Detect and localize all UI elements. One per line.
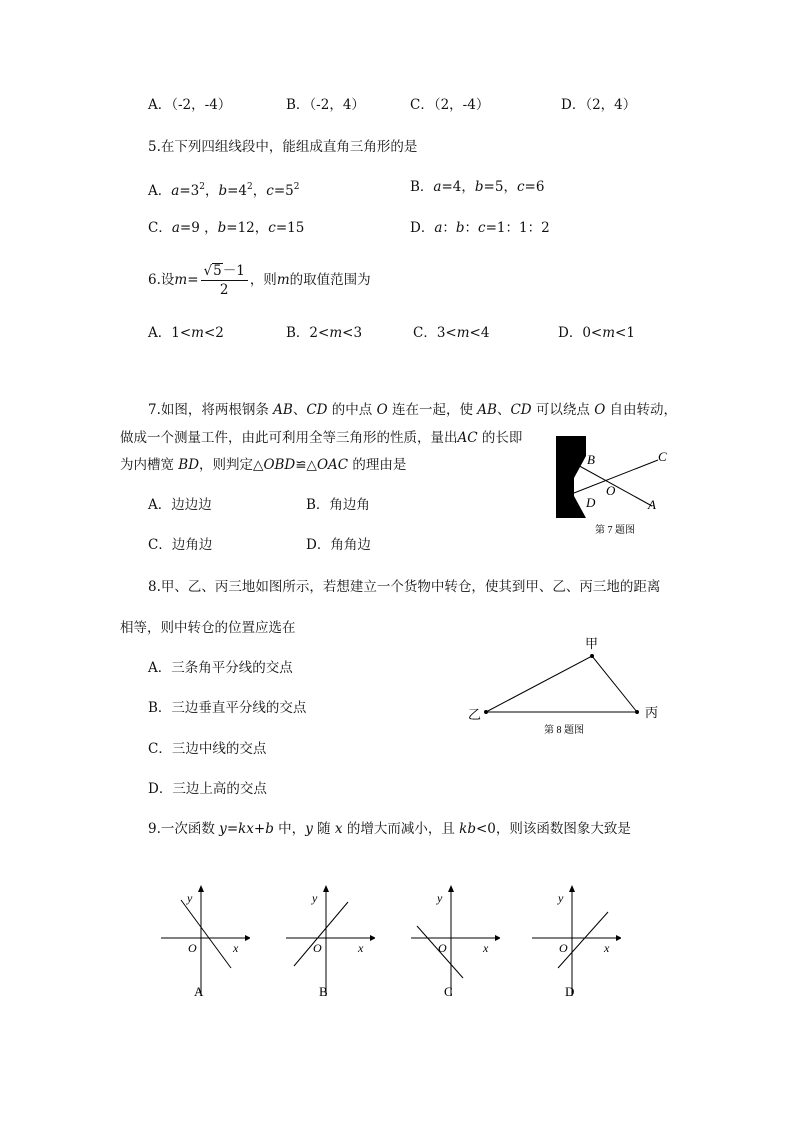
q8-stem-line1: 8.甲、乙、丙三地如图所示，若想建立一个货物中转仓，使其到甲、乙、丙三地的距离: [148, 579, 661, 595]
label-c: C: [658, 449, 667, 464]
x-label: x: [233, 941, 239, 955]
q5-option-d[interactable]: D．a：b：c=1：1：2: [410, 220, 550, 236]
x-label: x: [483, 941, 489, 955]
q9-stem: 9.一次函数 y=kx+b 中，y 随 x 的增大而减小，且 kb<0，则该函数图象大致是: [148, 821, 631, 837]
label-bing: 丙: [645, 705, 659, 720]
y-label: y: [437, 891, 443, 905]
q7-option-c[interactable]: C．边角边: [148, 537, 213, 553]
y-arrow-icon: [323, 885, 329, 892]
graph-label: D: [565, 984, 575, 999]
graph-c[interactable]: [405, 880, 500, 1005]
label-yi: 乙: [468, 707, 482, 722]
q5-stem: 5.在下列四组线段中，能组成直角三角形的是: [148, 139, 418, 155]
label-a: A: [648, 497, 656, 512]
q5-option-a[interactable]: A．$a=3^2$，$b=4^2$，$c=5^2$: [148, 182, 300, 199]
x-arrow-icon: [616, 935, 621, 941]
label-b: B: [587, 452, 595, 467]
point-yi: [484, 710, 488, 714]
q7-stem-line1: 7.如图，将两根钢条 AB、CD 的中点 O 连在一起，使 AB、CD 可以绕点 O 自由转动，: [148, 402, 678, 418]
q4-option-d[interactable]: D．（2，4）: [561, 97, 637, 113]
y-arrow-icon: [569, 885, 575, 892]
q6-fraction: $\frac{√5-1}{2}$: [201, 262, 248, 299]
x-arrow-icon: [370, 935, 375, 941]
graph-label: A: [194, 984, 204, 999]
function-line: [181, 900, 231, 968]
q6-option-b[interactable]: B．2<m<3: [286, 325, 363, 341]
graph-label: C: [444, 984, 453, 999]
q6-stem: 6.设m= $\frac{√5-1}{2}$ ，则m的取值范围为: [148, 263, 371, 298]
origin-label: O: [438, 941, 447, 955]
q8-option-d[interactable]: D．三边上高的交点: [148, 781, 267, 797]
q7-option-b[interactable]: B．角边角: [306, 497, 370, 513]
origin-label: O: [188, 941, 197, 955]
clamp-shape: [556, 436, 586, 518]
q5-option-b[interactable]: B．a=4，b=5，c=6: [410, 179, 545, 195]
y-label: y: [187, 891, 193, 905]
function-line: [558, 912, 608, 968]
y-label: y: [312, 891, 318, 905]
x-label: x: [604, 941, 610, 955]
q8-stem-line2: 相等，则中转仓的位置应选在: [120, 620, 296, 636]
q7-figure-caption: 第 7 题图: [595, 525, 635, 536]
point-bing: [635, 710, 639, 714]
origin-label: O: [313, 941, 322, 955]
y-arrow-icon: [198, 885, 204, 892]
graph-d[interactable]: [526, 880, 621, 1005]
q7-option-a[interactable]: A．边边边: [148, 497, 212, 513]
graph-a[interactable]: [155, 880, 250, 1005]
q8-option-a[interactable]: A．三条角平分线的交点: [148, 660, 293, 676]
x-arrow-icon: [495, 935, 500, 941]
x-label: x: [358, 941, 364, 955]
graph-b[interactable]: [280, 880, 375, 1005]
y-label: y: [558, 891, 564, 905]
q8-option-c[interactable]: C．三边中线的交点: [148, 741, 267, 757]
q7-figure: [550, 432, 680, 542]
q8-figure: [462, 630, 672, 740]
label-jia: 甲: [585, 636, 599, 651]
q8-option-b[interactable]: B．三边垂直平分线的交点: [148, 700, 307, 716]
q7-stem-line2: 做成一个测量工件，由此可利用全等三角形的性质，量出AC 的长即: [120, 430, 523, 446]
origin-label: O: [559, 941, 568, 955]
q4-option-b[interactable]: B．（-2，4）: [286, 97, 365, 113]
label-o: O: [606, 483, 616, 498]
q7-stem-line3: 为内槽宽 BD，则判定△OBD≌△OAC 的理由是: [120, 457, 407, 473]
q7-option-d[interactable]: D．角角边: [306, 537, 371, 553]
function-line: [294, 902, 348, 966]
point-jia: [590, 654, 594, 658]
q6-option-a[interactable]: A．1<m<2: [148, 325, 224, 341]
q4-option-c[interactable]: C．（2，-4）: [410, 97, 490, 113]
q5-option-c[interactable]: C．a=9 ，b=12，c=15: [148, 220, 305, 236]
graph-label: B: [319, 984, 328, 999]
q4-option-a[interactable]: A．（-2，-4）: [148, 97, 232, 113]
q6-option-c[interactable]: C．3<m<4: [413, 325, 490, 341]
x-arrow-icon: [245, 935, 250, 941]
y-arrow-icon: [448, 885, 454, 892]
q8-figure-caption: 第 8 题图: [544, 725, 584, 736]
label-d: D: [586, 495, 596, 510]
q6-option-d[interactable]: D．0<m<1: [558, 325, 635, 341]
triangle: [486, 656, 637, 712]
